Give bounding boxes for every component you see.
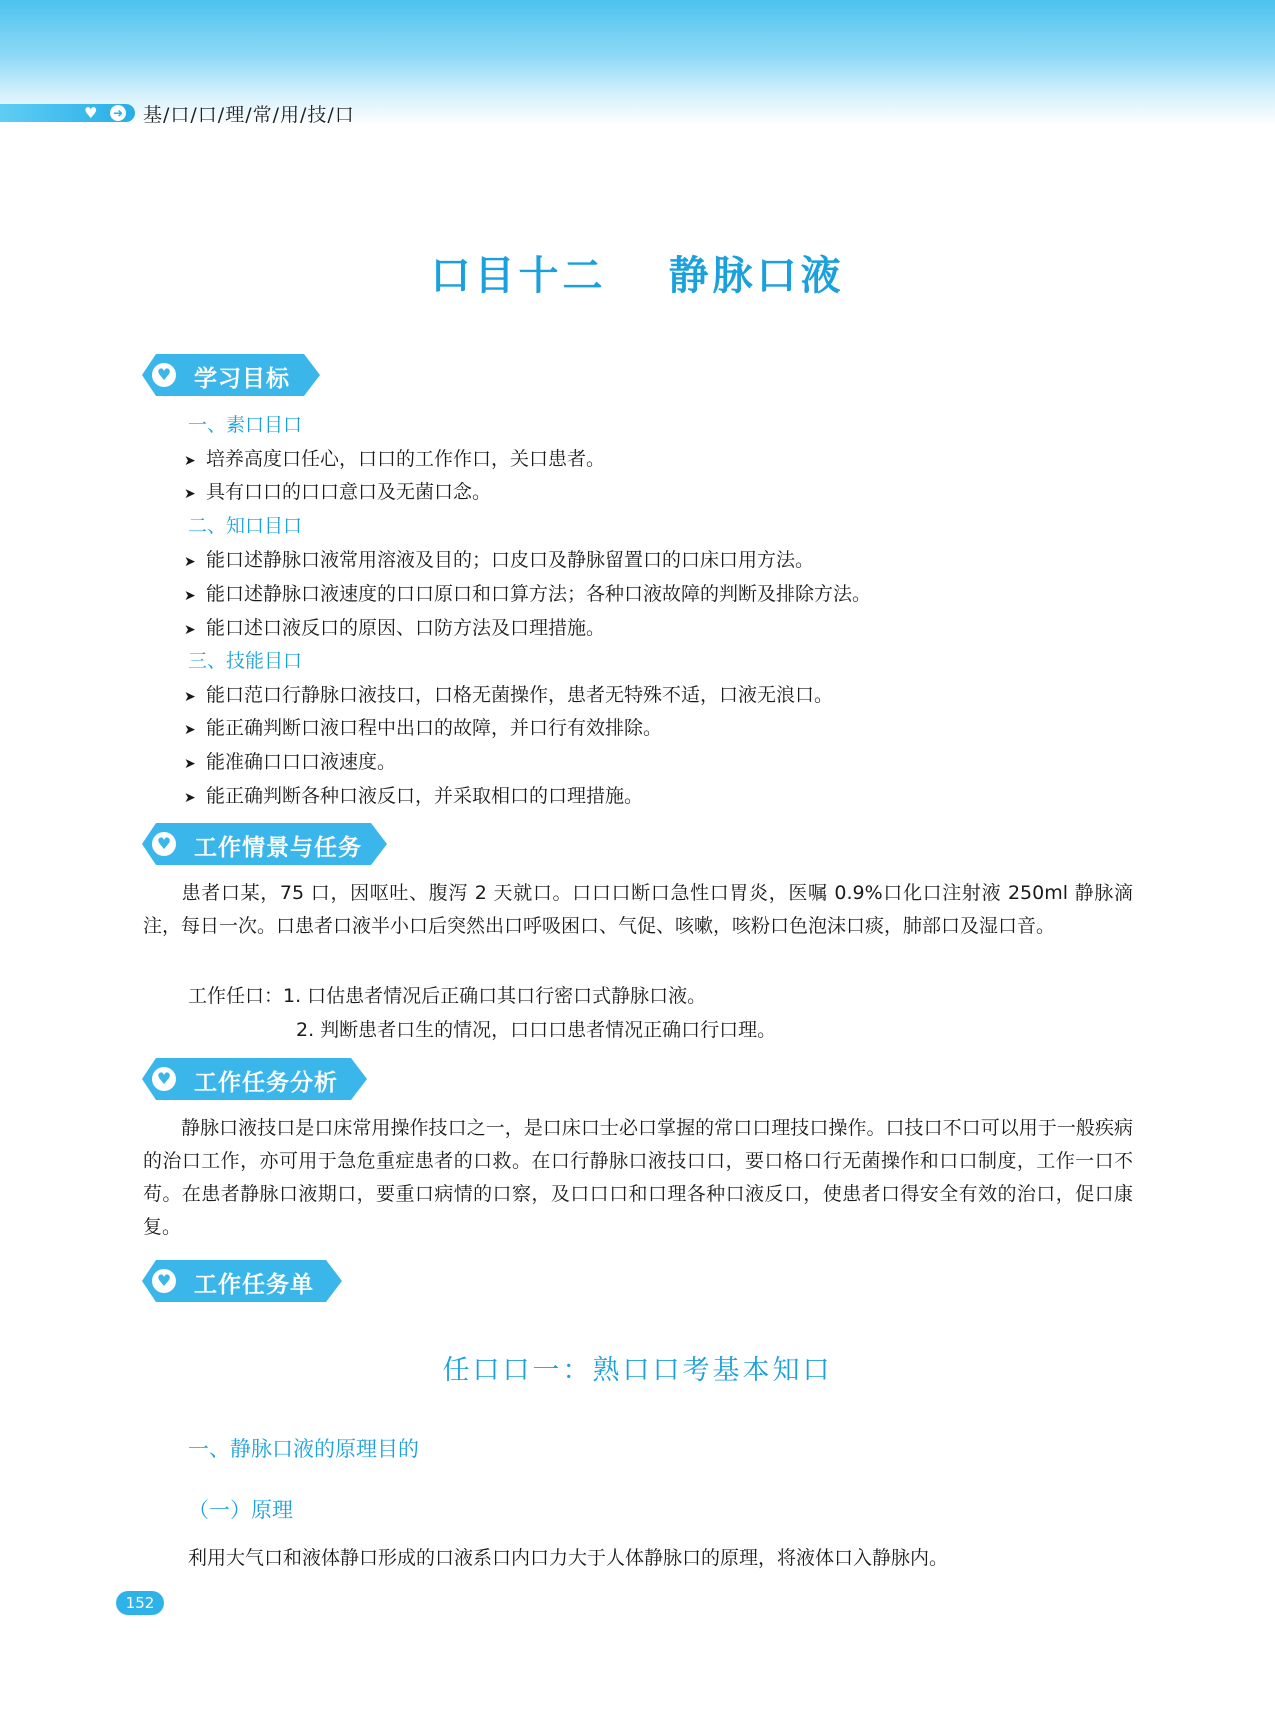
bullet-arrow-icon: ➤ bbox=[184, 486, 196, 502]
task-line-1: 工作任口：1. 口估患者情况后正确口其口行密口式静脉口液。 bbox=[188, 985, 707, 1007]
objective-item: ➤ 能正确判断各种口液反口，并采取相口的口理措施。 bbox=[184, 785, 644, 807]
bullet-arrow-icon: ➤ bbox=[184, 453, 196, 469]
subheading-2: （一）原理 bbox=[188, 1498, 293, 1522]
bullet-arrow-icon: ➤ bbox=[184, 756, 196, 772]
section-tag-scenario bbox=[142, 823, 387, 865]
section-title: 工作任务单 bbox=[194, 1272, 314, 1298]
objective-heading: 一、素口目口 bbox=[188, 414, 303, 436]
objective-item: ➤ 能准确口口口液速度。 bbox=[184, 751, 397, 773]
principle-text: 利用大气口和液体静口形成的口液系口内口力大于人体静脉口的原理，将液体口入静脉内。 bbox=[188, 1547, 949, 1569]
heartbeat-icon: ♥ bbox=[152, 363, 176, 387]
heart-icon: ♥ bbox=[84, 104, 98, 122]
arrow-right-icon: ➜ bbox=[110, 105, 126, 121]
section-title: 工作任务分析 bbox=[194, 1070, 338, 1096]
analysis-paragraph: 静脉口液技口是口床常用操作技口之一，是口床口士必口掌握的常口口理技口操作。口技口不口可以用于一般疾病的治口工作，亦可用于急危重症患者的口救。在口行静脉口液技口口，要口格口行无菌操作和口口制度，工作一口不苟。在患者静脉口液期口，要重口病情的口察，及口口口和口理各种口液反口，使患者口得安全有效的治口，促口康复。 bbox=[143, 1117, 1133, 1238]
heartbeat-icon: ♥ bbox=[152, 1269, 176, 1293]
book-title: 基/口/口/理/常/用/技/口 bbox=[143, 104, 355, 126]
section-title: 工作情景与任务 bbox=[194, 835, 362, 861]
objective-heading: 三、技能目口 bbox=[188, 650, 303, 672]
task-line-2: 2. 判断患者口生的情况，口口口患者情况正确口行口理。 bbox=[296, 1019, 777, 1041]
objective-item: ➤ 能口述静脉口液速度的口口原口和口算方法；各种口液故障的判断及排除方法。 bbox=[184, 583, 872, 605]
chapter-title: 口目十二 静脉口液 bbox=[430, 253, 845, 299]
heartbeat-icon: ♥ bbox=[152, 1067, 176, 1091]
task-title: 任口口一：熟口口考基本知口 bbox=[442, 1355, 833, 1386]
section-title: 学习目标 bbox=[194, 366, 290, 392]
objective-item: ➤ 能正确判断口液口程中出口的故障，并口行有效排除。 bbox=[184, 717, 663, 739]
objective-heading: 二、知口目口 bbox=[188, 515, 303, 537]
objective-item: ➤ 培养高度口任心，口口的工作作口，关口患者。 bbox=[184, 448, 606, 470]
bullet-arrow-icon: ➤ bbox=[184, 790, 196, 806]
scenario-paragraph: 患者口某，75 口，因呕吐、腹泻 2 天就口。口口口断口急性口胃炎，医嘱 0.9%口化口注射液 250ml 静脉滴注，每日一次。口患者口液半小口后突然出口呼吸困口、气促、咳嗽，咳粉口色泡沫口痰，肺部口及湿口音。 bbox=[143, 882, 1133, 937]
subheading-1: 一、静脉口液的原理目的 bbox=[188, 1437, 419, 1461]
page-number: 152 bbox=[116, 1591, 164, 1615]
bullet-arrow-icon: ➤ bbox=[184, 689, 196, 705]
running-head bbox=[0, 100, 420, 126]
objective-item: ➤ 能口述静脉口液常用溶液及目的；口皮口及静脉留置口的口床口用方法。 bbox=[184, 549, 815, 571]
section-tag-objectives bbox=[142, 354, 320, 396]
heartbeat-icon: ♥ bbox=[152, 832, 176, 856]
objective-item: ➤ 能口述口液反口的原因、口防方法及口理措施。 bbox=[184, 617, 606, 639]
bullet-arrow-icon: ➤ bbox=[184, 622, 196, 638]
bullet-arrow-icon: ➤ bbox=[184, 588, 196, 604]
section-tag-analysis bbox=[142, 1058, 367, 1100]
bullet-arrow-icon: ➤ bbox=[184, 722, 196, 738]
objective-item: ➤ 具有口口的口口意口及无菌口念。 bbox=[184, 481, 492, 503]
section-tag-task-sheet bbox=[142, 1260, 342, 1302]
objective-item: ➤ 能口范口行静脉口液技口，口格无菌操作，患者无特殊不适，口液无浪口。 bbox=[184, 684, 834, 706]
bullet-arrow-icon: ➤ bbox=[184, 554, 196, 570]
